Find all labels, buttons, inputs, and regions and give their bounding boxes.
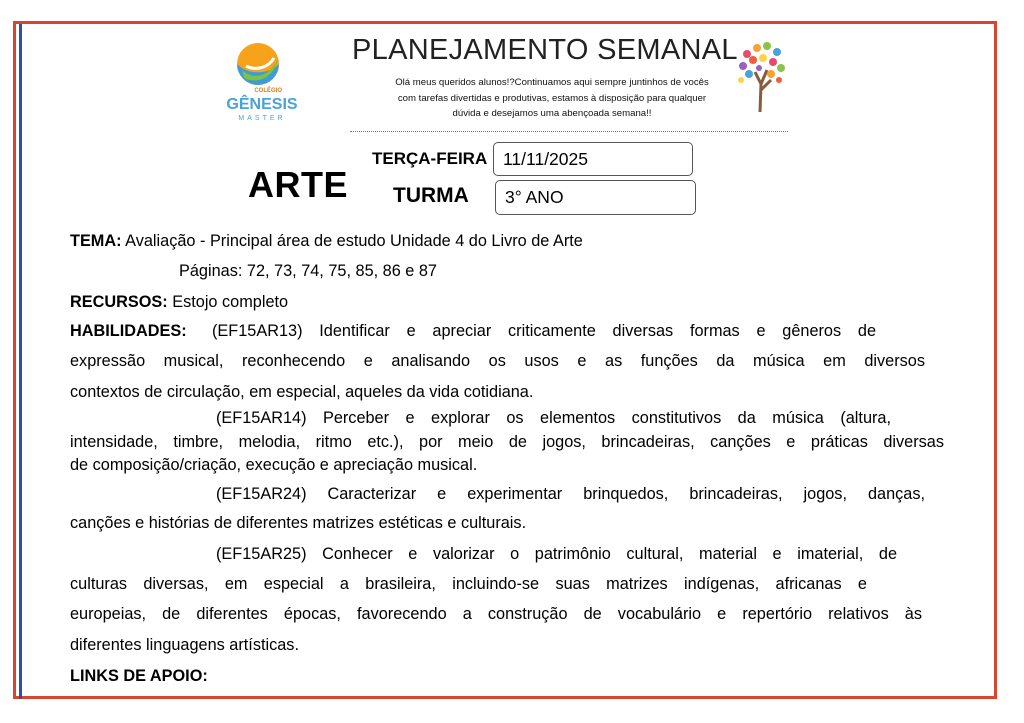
- greeting-line: dúvida e desejamos uma abençoada semana!!: [452, 108, 652, 120]
- recursos-label: RECURSOS:: [70, 293, 168, 311]
- tema-label: TEMA:: [70, 232, 122, 250]
- date-field[interactable]: [493, 142, 693, 176]
- habilidade-line: culturas diversas, em especial a brasileira, incluindo-se suas matrizes indígenas, africanas e: [70, 575, 867, 593]
- class-label: TURMA: [393, 184, 469, 207]
- date-value: 11/11/2025: [503, 148, 588, 169]
- habilidade-line: expressão musical, reconhecendo e analisando os usos e as funções da música em diversos: [70, 352, 925, 370]
- page-title: PLANEJAMENTO SEMANAL: [352, 34, 738, 66]
- logo-sub-text: MASTER: [238, 115, 286, 122]
- day-label: TERÇA-FEIRA: [372, 149, 488, 168]
- habilidade-line: contextos de circulação, em especial, aqueles da vida cotidiana.: [70, 383, 534, 401]
- habilidade-line: diferentes linguagens artísticas.: [70, 636, 299, 654]
- habilidade-line: intensidade, timbre, melodia, ritmo etc.), por meio de jogos, brincadeiras, canções e práticas diversas: [70, 433, 944, 451]
- page-border-accent: [19, 24, 22, 699]
- greeting-line: com tarefas divertidas e produtivas, estamos à disposição para qualquer: [397, 92, 707, 104]
- tree-icon: [733, 40, 789, 112]
- greeting-message: [372, 75, 732, 122]
- dotted-divider: [350, 131, 788, 132]
- habilidades-label: HABILIDADES:: [70, 322, 187, 340]
- recursos-text: Estojo completo: [172, 293, 289, 311]
- habilidade-line: (EF15AR25) Conhecer e valorizar o patrimônio cultural, material e imaterial, de: [216, 545, 897, 563]
- habilidade-line: (EF15AR13) Identificar e apreciar criticamente diversas formas e gêneros de: [212, 322, 876, 340]
- tema-pages: Páginas: 72, 73, 74, 75, 85, 86 e 87: [179, 262, 437, 280]
- habilidade-line: canções e histórias de diferentes matrizes estéticas e culturais.: [70, 514, 527, 532]
- class-value: 3° ANO: [505, 187, 564, 207]
- recursos-line: [70, 293, 288, 312]
- subject-title: ARTE: [248, 164, 348, 205]
- logo-small-text: COLÉGIO: [254, 88, 282, 94]
- habilidade-line: de composição/criação, execução e apreciação musical.: [70, 456, 478, 474]
- school-logo-icon: [226, 40, 310, 126]
- greeting-line: Olá meus queridos alunos!?Continuamos aqui sempre juntinhos de vocês: [395, 77, 709, 88]
- habilidade-line: (EF15AR14) Perceber e explorar os elementos constitutivos da música (altura,: [216, 409, 891, 427]
- links-label: LINKS DE APOIO:: [70, 667, 208, 685]
- habilidade-line: europeias, de diferentes épocas, favorecendo a construção de vocabulário e repertório relativos às: [70, 605, 922, 623]
- tema-line: [70, 232, 583, 251]
- habilidade-line: (EF15AR24) Caracterizar e experimentar brinquedos, brincadeiras, jogos, danças,: [216, 485, 925, 503]
- class-field[interactable]: [495, 180, 696, 215]
- tema-text: Avaliação - Principal área de estudo Unidade 4 do Livro de Arte: [125, 232, 583, 250]
- logo-name-text: GÊNESIS: [226, 96, 298, 113]
